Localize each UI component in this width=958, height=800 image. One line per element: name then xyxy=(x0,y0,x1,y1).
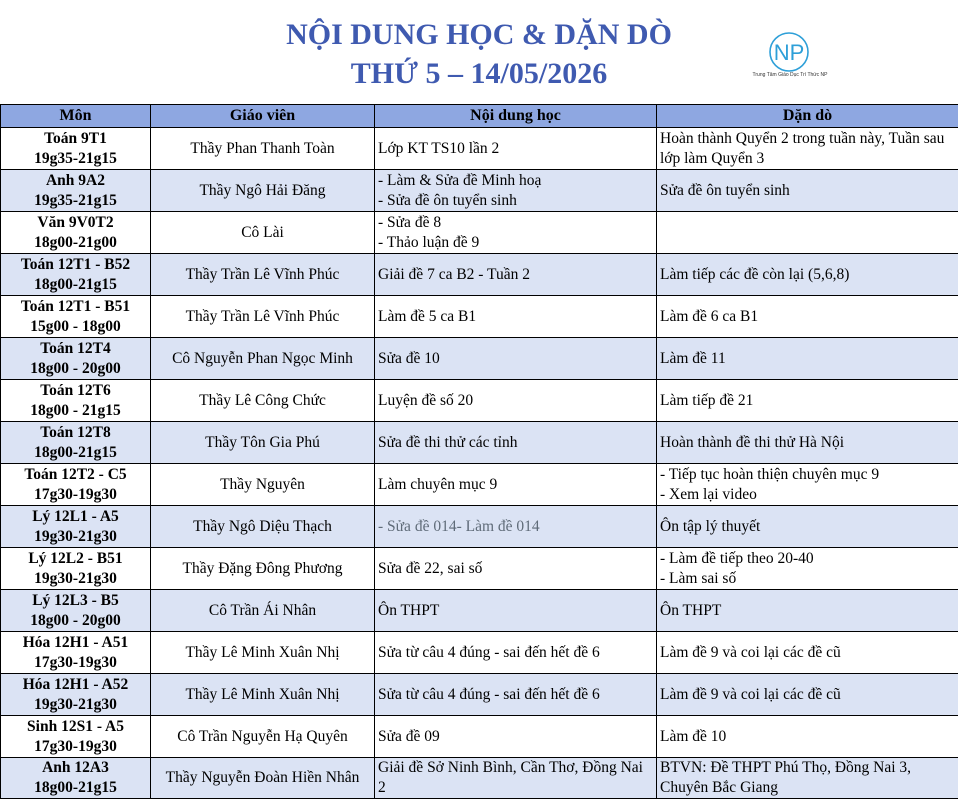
cell-content xyxy=(375,506,657,548)
cell-mon xyxy=(1,212,151,254)
page-title: NỘI DUNG HỌC & DẶN DÒ xyxy=(286,18,672,51)
instruction-line: - Làm sai số xyxy=(660,569,737,587)
cell-teacher: Thầy Tôn Gia Phú xyxy=(151,422,375,464)
instruction-line: Làm đề 11 xyxy=(660,349,726,367)
cell-content xyxy=(375,674,657,716)
cell-mon xyxy=(1,170,151,212)
cell-instructions xyxy=(657,590,958,632)
content-line: Sửa từ câu 4 đúng - sai đến hết đề 6 xyxy=(378,643,600,661)
cell-content xyxy=(375,758,657,799)
instruction-line: Làm đề 6 ca B1 xyxy=(660,307,759,325)
cell-mon xyxy=(1,464,151,506)
cell-teacher: Thầy Phan Thanh Toàn xyxy=(151,128,375,170)
instruction-line: - Làm đề tiếp theo 20-40 xyxy=(660,549,814,567)
header-dan-do: Dặn dò xyxy=(657,105,958,128)
cell-teacher: Thầy Lê Minh Xuân Nhị xyxy=(151,674,375,716)
cell-instructions xyxy=(657,170,958,212)
cell-mon xyxy=(1,758,151,799)
cell-content xyxy=(375,296,657,338)
content-line: - Làm & Sửa đề Minh hoạ xyxy=(378,171,542,189)
table-row xyxy=(1,506,958,548)
schedule-table xyxy=(0,104,958,799)
class-name: Hóa 12H1 - A51 xyxy=(22,633,129,651)
content-line: Làm chuyên mục 9 xyxy=(378,475,498,493)
content-line: Sửa đề 10 xyxy=(378,349,440,367)
cell-mon xyxy=(1,128,151,170)
class-name: Toán 12T4 xyxy=(40,339,111,357)
cell-content xyxy=(375,380,657,422)
content-line: Sửa đề thi thử các tỉnh xyxy=(378,433,518,451)
cell-teacher: Cô Trần Ái Nhân xyxy=(151,590,375,632)
cell-content xyxy=(375,170,657,212)
class-time: 17g30-19g30 xyxy=(34,485,117,503)
instruction-line: Hoàn thành đề thi thử Hà Nội xyxy=(660,433,845,451)
table-row xyxy=(1,212,958,254)
cell-mon xyxy=(1,254,151,296)
instruction-line: Làm đề 10 xyxy=(660,727,727,745)
header-giao-vien: Giáo viên xyxy=(151,105,375,128)
table-row xyxy=(1,674,958,716)
content-line: Ôn THPT xyxy=(378,601,440,619)
class-time: 18g00-21g15 xyxy=(34,443,117,461)
content-line: Giải đề Sở Ninh Bình, Cần Thơ, Đồng Nai 2 xyxy=(378,759,643,796)
cell-instructions xyxy=(657,254,958,296)
cell-instructions xyxy=(657,422,958,464)
class-time: 18g00-21g15 xyxy=(34,275,117,293)
cell-teacher: Thầy Trần Lê Vĩnh Phúc xyxy=(151,296,375,338)
content-line: - Sửa đề ôn tuyển sinh xyxy=(378,191,517,209)
logo-caption: Trung Tâm Giáo Dục Trí Thức NP xyxy=(752,72,828,78)
class-time: 19g30-21g30 xyxy=(34,695,117,713)
table-row xyxy=(1,254,958,296)
class-name: Hóa 12H1 - A52 xyxy=(22,675,129,693)
cell-instructions xyxy=(657,296,958,338)
cell-content xyxy=(375,590,657,632)
cell-content xyxy=(375,338,657,380)
cell-mon xyxy=(1,632,151,674)
instruction-line: Làm đề 9 và coi lại các đề cũ xyxy=(660,685,841,703)
table-row xyxy=(1,128,958,170)
class-name: Văn 9V0T2 xyxy=(37,213,114,231)
page-header xyxy=(0,0,958,104)
class-name: Lý 12L2 - B51 xyxy=(28,549,123,567)
cell-instructions xyxy=(657,464,958,506)
instruction-line: Làm tiếp đề 21 xyxy=(660,391,754,409)
content-line: - Sửa đề 8 xyxy=(378,213,442,231)
cell-teacher: Thầy Lê Minh Xuân Nhị xyxy=(151,632,375,674)
class-time: 19g30-21g30 xyxy=(34,527,117,545)
content-line: Sửa từ câu 4 đúng - sai đến hết đề 6 xyxy=(378,685,600,703)
class-time: 19g35-21g15 xyxy=(34,191,117,209)
content-line: - Thảo luận đề 9 xyxy=(378,233,480,251)
cell-instructions xyxy=(657,632,958,674)
header-mon: Môn xyxy=(1,105,151,128)
class-name: Sinh 12S1 - A5 xyxy=(27,717,124,735)
class-time: 18g00 - 21g15 xyxy=(30,401,121,419)
cell-teacher: Thầy Nguyễn Đoàn Hiền Nhân xyxy=(151,758,375,799)
class-time: 19g35-21g15 xyxy=(34,149,117,167)
table-row xyxy=(1,296,958,338)
class-name: Toán 12T1 - B51 xyxy=(20,297,131,315)
page-date: THỨ 5 – 14/05/2026 xyxy=(350,57,608,90)
cell-teacher: Thầy Lê Công Chức xyxy=(151,380,375,422)
cell-instructions xyxy=(657,212,958,254)
cell-instructions xyxy=(657,338,958,380)
cell-content xyxy=(375,212,657,254)
cell-mon xyxy=(1,548,151,590)
cell-instructions xyxy=(657,716,958,758)
cell-teacher: Thầy Ngô Hải Đăng xyxy=(151,170,375,212)
class-time: 18g00-21g00 xyxy=(34,233,117,251)
table-row xyxy=(1,464,958,506)
class-name: Anh 12A3 xyxy=(42,759,109,776)
cell-instructions xyxy=(657,548,958,590)
class-time: 17g30-19g30 xyxy=(34,653,117,671)
instruction-line: - Xem lại video xyxy=(660,485,757,503)
table-row xyxy=(1,548,958,590)
cell-content xyxy=(375,548,657,590)
content-line: Làm đề 5 ca B1 xyxy=(378,307,477,325)
class-time: 18g00 - 20g00 xyxy=(30,359,121,377)
content-line: Lớp KT TS10 lần 2 xyxy=(378,139,500,157)
cell-content xyxy=(375,128,657,170)
content-line: Luyện đề số 20 xyxy=(378,391,474,409)
class-time: 17g30-19g30 xyxy=(34,737,117,755)
class-name: Lý 12L3 - B5 xyxy=(32,591,119,609)
cell-content xyxy=(375,716,657,758)
table-row xyxy=(1,758,958,799)
class-name: Toán 9T1 xyxy=(44,129,107,147)
class-name: Anh 9A2 xyxy=(45,171,105,189)
instruction-line: Làm tiếp các đề còn lại (5,6,8) xyxy=(660,265,850,283)
cell-teacher: Thầy Nguyên xyxy=(151,464,375,506)
class-name: Toán 12T6 xyxy=(40,381,111,399)
table-row xyxy=(1,338,958,380)
cell-teacher: Thầy Trần Lê Vĩnh Phúc xyxy=(151,254,375,296)
instruction-line: Ôn THPT xyxy=(660,601,722,619)
instruction-line: - Tiếp tục hoàn thiện chuyên mục 9 xyxy=(660,465,880,483)
cell-mon xyxy=(1,590,151,632)
content-line: - Sửa đề 014- Làm đề 014 xyxy=(378,517,540,535)
cell-mon xyxy=(1,506,151,548)
cell-content xyxy=(375,254,657,296)
table-row xyxy=(1,422,958,464)
cell-content xyxy=(375,464,657,506)
instruction-line: Hoàn thành Quyển 2 trong tuần này, Tuần sau lớp làm Quyển 3 xyxy=(660,129,945,167)
content-line: Giải đề 7 ca B2 - Tuần 2 xyxy=(378,265,530,283)
cell-teacher: Cô Trần Nguyễn Hạ Quyên xyxy=(151,716,375,758)
cell-teacher: Cô Lài xyxy=(151,212,375,254)
cell-content xyxy=(375,422,657,464)
table-row xyxy=(1,380,958,422)
cell-instructions xyxy=(657,380,958,422)
cell-teacher: Thầy Đặng Đông Phương xyxy=(151,548,375,590)
class-time: 18g00 - 20g00 xyxy=(30,611,121,629)
table-row xyxy=(1,170,958,212)
cell-mon xyxy=(1,422,151,464)
class-name: Toán 12T2 - C5 xyxy=(24,465,127,483)
table-header-row xyxy=(1,105,958,128)
class-name: Toán 12T1 - B52 xyxy=(20,255,131,273)
header-noi-dung: Nội dung học xyxy=(375,105,657,128)
class-time: 19g30-21g30 xyxy=(34,569,117,587)
cell-mon xyxy=(1,716,151,758)
cell-teacher: Thầy Ngô Diệu Thạch xyxy=(151,506,375,548)
instruction-line: Làm đề 9 và coi lại các đề cũ xyxy=(660,643,841,661)
cell-mon xyxy=(1,296,151,338)
cell-instructions xyxy=(657,674,958,716)
class-name: Lý 12L1 - A5 xyxy=(32,507,119,525)
content-line: Sửa đề 09 xyxy=(378,727,440,745)
logo-letters: NP xyxy=(773,40,805,65)
cell-mon xyxy=(1,380,151,422)
cell-instructions xyxy=(657,758,958,799)
instruction-line: Sửa đề ôn tuyển sinh xyxy=(660,181,790,199)
cell-mon xyxy=(1,338,151,380)
cell-teacher: Cô Nguyễn Phan Ngọc Minh xyxy=(151,338,375,380)
cell-instructions xyxy=(657,128,958,170)
class-time: 18g00-21g15 xyxy=(34,779,117,796)
table-row xyxy=(1,716,958,758)
table-row xyxy=(1,632,958,674)
content-line: Sửa đề 22, sai số xyxy=(378,559,483,577)
instruction-line: BTVN: Đề THPT Phú Thọ, Đồng Nai 3, Chuyên Bắc Giang xyxy=(660,759,912,796)
instruction-line: Ôn tập lý thuyết xyxy=(660,517,761,535)
class-time: 15g00 - 18g00 xyxy=(30,317,121,335)
table-row xyxy=(1,590,958,632)
cell-instructions xyxy=(657,506,958,548)
cell-mon xyxy=(1,674,151,716)
cell-content xyxy=(375,632,657,674)
class-name: Toán 12T8 xyxy=(40,423,111,441)
